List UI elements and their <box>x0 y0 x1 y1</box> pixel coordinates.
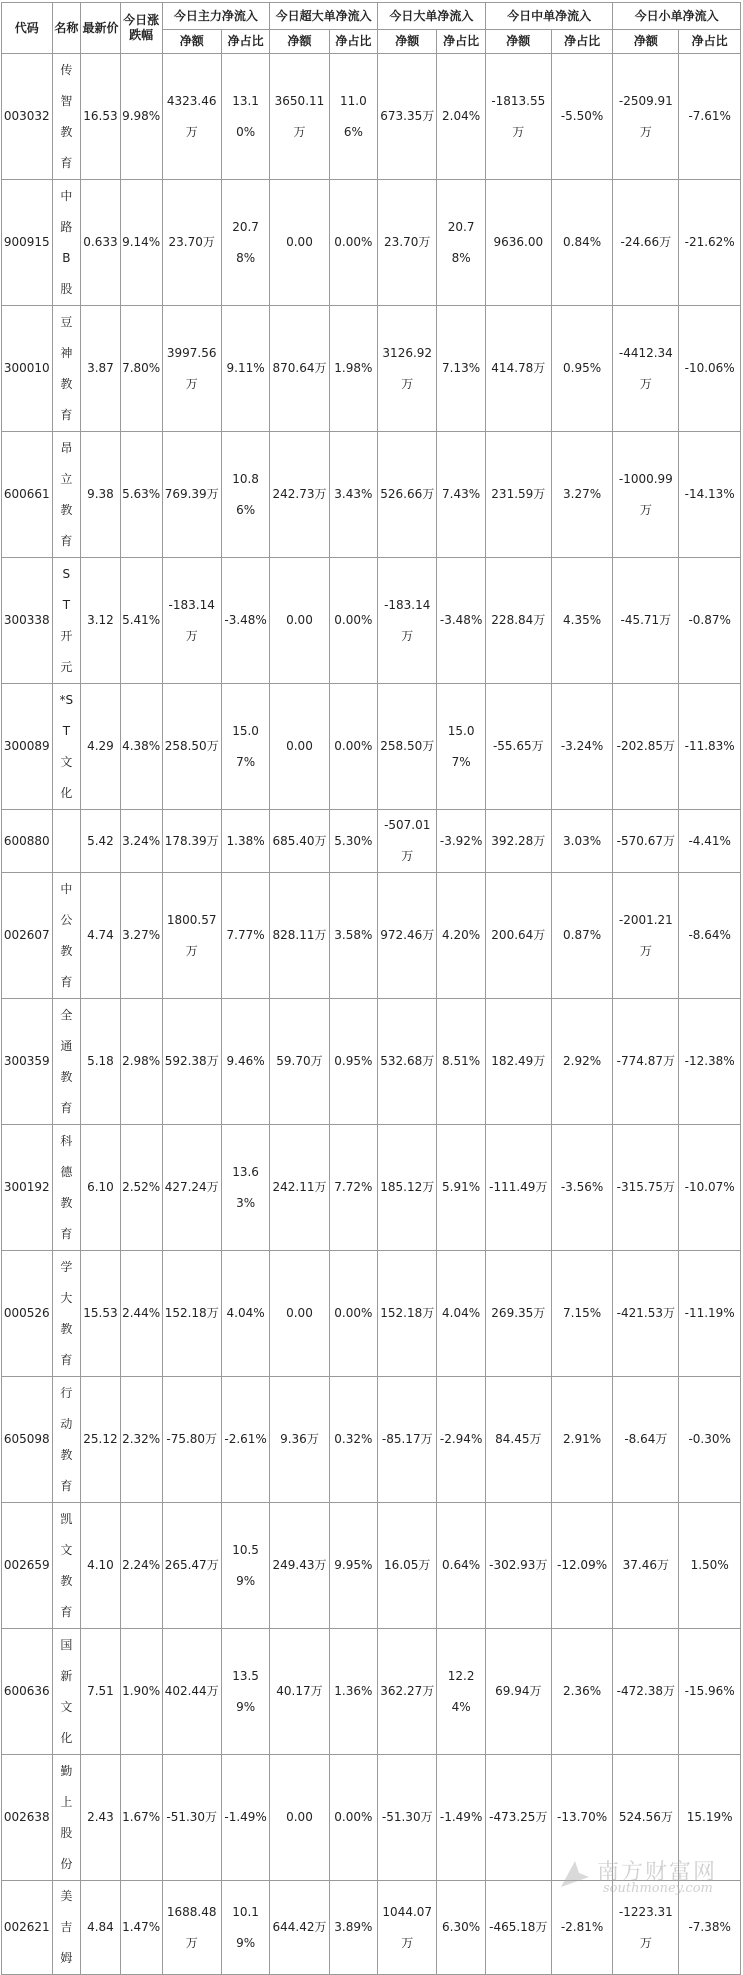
cell-change: 2.32% <box>120 1377 162 1503</box>
cell-super-ratio: 1.36% <box>329 1629 377 1755</box>
cell-price: 5.42 <box>81 810 121 873</box>
cell-super-net: 0.00 <box>270 180 329 306</box>
cell-medium-ratio: 0.95% <box>551 306 613 432</box>
header-code: 代码 <box>2 3 53 54</box>
stock-name-text: 美吉姆 <box>60 1889 73 1965</box>
subheader-net: 净额 <box>613 30 679 54</box>
cell-main-ratio: 10.86% <box>221 432 269 558</box>
table-row <box>2 810 741 873</box>
cell-large-net: 185.12万 <box>378 1125 437 1251</box>
cell-large-net: 23.70万 <box>378 180 437 306</box>
cell-small-net: 37.46万 <box>613 1503 679 1629</box>
cell-super-net: 3650.11万 <box>270 54 329 180</box>
cell-medium-net: 9636.00 <box>485 180 551 306</box>
cell-change: 2.44% <box>120 1251 162 1377</box>
cell-price: 3.87 <box>81 306 121 432</box>
cell-small-net: -570.67万 <box>613 810 679 873</box>
cell-large-ratio: 0.64% <box>437 1503 485 1629</box>
cell-main-net: 402.44万 <box>162 1629 221 1755</box>
cell-medium-ratio: -5.50% <box>551 54 613 180</box>
table-row <box>2 54 741 180</box>
cell-medium-net: 84.45万 <box>485 1377 551 1503</box>
stock-code: 300359 <box>2 999 53 1125</box>
cell-price: 7.51 <box>81 1629 121 1755</box>
stock-name <box>52 1251 81 1377</box>
cell-main-ratio: -3.48% <box>221 558 269 684</box>
stock-name-text: *ST文化 <box>59 692 74 800</box>
cell-large-net: -507.01万 <box>378 810 437 873</box>
cell-main-net: 178.39万 <box>162 810 221 873</box>
stock-name <box>52 873 81 999</box>
cell-main-net: 265.47万 <box>162 1503 221 1629</box>
cell-large-ratio: 4.04% <box>437 1251 485 1377</box>
table-row <box>2 558 741 684</box>
cell-large-ratio: 20.78% <box>437 180 485 306</box>
stock-name <box>52 1125 81 1251</box>
cell-super-ratio: 3.58% <box>329 873 377 999</box>
cell-price: 0.633 <box>81 180 121 306</box>
cell-super-ratio: 11.06% <box>329 54 377 180</box>
table-row <box>2 1125 741 1251</box>
cell-main-net: 4323.46万 <box>162 54 221 180</box>
cell-super-ratio: 0.95% <box>329 999 377 1125</box>
cell-medium-net: 228.84万 <box>485 558 551 684</box>
table-row <box>2 1881 741 1975</box>
cell-medium-net: -473.25万 <box>485 1755 551 1881</box>
cell-super-net: 828.11万 <box>270 873 329 999</box>
table-row <box>2 1629 741 1755</box>
cell-super-net: 870.64万 <box>270 306 329 432</box>
header-small-inflow: 今日小单净流入 <box>613 3 741 30</box>
header-large-inflow: 今日大单净流入 <box>378 3 486 30</box>
cell-change: 4.38% <box>120 684 162 810</box>
cell-small-net: 524.56万 <box>613 1755 679 1881</box>
stock-name <box>52 180 81 306</box>
cell-large-net: 152.18万 <box>378 1251 437 1377</box>
cell-small-ratio: -12.38% <box>679 999 741 1125</box>
cell-main-ratio: -1.49% <box>221 1755 269 1881</box>
cell-large-net: 972.46万 <box>378 873 437 999</box>
cell-small-ratio: -11.19% <box>679 1251 741 1377</box>
cell-price: 15.53 <box>81 1251 121 1377</box>
cell-super-ratio: 1.98% <box>329 306 377 432</box>
cell-medium-net: -55.65万 <box>485 684 551 810</box>
subheader-net: 净额 <box>162 30 221 54</box>
cell-change: 2.98% <box>120 999 162 1125</box>
stock-code: 900915 <box>2 180 53 306</box>
table-row <box>2 1503 741 1629</box>
cell-medium-net: 69.94万 <box>485 1629 551 1755</box>
cell-large-net: -85.17万 <box>378 1377 437 1503</box>
cell-change: 3.24% <box>120 810 162 873</box>
cell-medium-ratio: 4.35% <box>551 558 613 684</box>
table-row <box>2 1755 741 1881</box>
cell-small-net: -2509.91万 <box>613 54 679 180</box>
cell-large-ratio: 2.04% <box>437 54 485 180</box>
stock-name <box>52 1881 81 1975</box>
subheader-net: 净额 <box>270 30 329 54</box>
cell-main-ratio: 20.78% <box>221 180 269 306</box>
cell-super-ratio: 0.32% <box>329 1377 377 1503</box>
cell-super-net: 0.00 <box>270 1755 329 1881</box>
table-row <box>2 1377 741 1503</box>
cell-super-ratio: 3.43% <box>329 432 377 558</box>
cell-price: 4.29 <box>81 684 121 810</box>
cell-large-ratio: 12.24% <box>437 1629 485 1755</box>
cell-medium-ratio: -13.70% <box>551 1755 613 1881</box>
cell-small-net: -8.64万 <box>613 1377 679 1503</box>
subheader-net: 净额 <box>378 30 437 54</box>
subheader-ratio: 净占比 <box>551 30 613 54</box>
cell-main-net: 427.24万 <box>162 1125 221 1251</box>
cell-small-net: -421.53万 <box>613 1251 679 1377</box>
fund-flow-table <box>1 2 741 1975</box>
cell-main-net: 592.38万 <box>162 999 221 1125</box>
cell-change: 9.98% <box>120 54 162 180</box>
cell-super-net: 9.36万 <box>270 1377 329 1503</box>
cell-medium-net: 392.28万 <box>485 810 551 873</box>
cell-medium-ratio: 0.87% <box>551 873 613 999</box>
cell-small-ratio: -10.06% <box>679 306 741 432</box>
cell-main-net: 1688.48万 <box>162 1881 221 1975</box>
stock-code: 300010 <box>2 306 53 432</box>
cell-main-ratio: 10.59% <box>221 1503 269 1629</box>
cell-large-ratio: 7.43% <box>437 432 485 558</box>
cell-large-net: 362.27万 <box>378 1629 437 1755</box>
cell-medium-net: -111.49万 <box>485 1125 551 1251</box>
cell-super-net: 0.00 <box>270 684 329 810</box>
stock-name <box>52 306 81 432</box>
stock-code: 600636 <box>2 1629 53 1755</box>
cell-change: 1.67% <box>120 1755 162 1881</box>
cell-medium-ratio: 0.84% <box>551 180 613 306</box>
header-super-inflow: 今日超大单净流入 <box>270 3 378 30</box>
cell-large-ratio: 5.91% <box>437 1125 485 1251</box>
cell-main-net: 769.39万 <box>162 432 221 558</box>
stock-name-text: 全通教育 <box>60 1007 73 1115</box>
stock-name-text: 科德教育 <box>60 1133 73 1241</box>
stock-name-text: 中公教育 <box>60 881 73 989</box>
cell-large-ratio: -3.92% <box>437 810 485 873</box>
subheader-ratio: 净占比 <box>437 30 485 54</box>
table-row <box>2 873 741 999</box>
subheader-ratio: 净占比 <box>329 30 377 54</box>
cell-price: 4.10 <box>81 1503 121 1629</box>
stock-name <box>52 999 81 1125</box>
cell-main-ratio: -2.61% <box>221 1377 269 1503</box>
cell-super-net: 40.17万 <box>270 1629 329 1755</box>
cell-large-net: 3126.92万 <box>378 306 437 432</box>
cell-main-ratio: 1.38% <box>221 810 269 873</box>
watermark-url: southmoney.com <box>603 1881 713 1896</box>
cell-small-net: -1000.99万 <box>613 432 679 558</box>
cell-large-ratio: -2.94% <box>437 1377 485 1503</box>
cell-super-ratio: 7.72% <box>329 1125 377 1251</box>
cell-small-ratio: -11.83% <box>679 684 741 810</box>
cell-small-ratio: 1.50% <box>679 1503 741 1629</box>
cell-large-net: 258.50万 <box>378 684 437 810</box>
stock-name <box>52 54 81 180</box>
cell-main-net: -75.80万 <box>162 1377 221 1503</box>
cell-medium-ratio: 2.91% <box>551 1377 613 1503</box>
cell-super-net: 242.73万 <box>270 432 329 558</box>
table-row <box>2 180 741 306</box>
cell-small-ratio: -7.61% <box>679 54 741 180</box>
cell-medium-net: 200.64万 <box>485 873 551 999</box>
stock-code: 002659 <box>2 1503 53 1629</box>
cell-medium-ratio: 3.27% <box>551 432 613 558</box>
cell-small-ratio: -15.96% <box>679 1629 741 1755</box>
cell-super-net: 0.00 <box>270 1251 329 1377</box>
cell-medium-ratio: 2.92% <box>551 999 613 1125</box>
stock-code: 605098 <box>2 1377 53 1503</box>
cell-small-net: -472.38万 <box>613 1629 679 1755</box>
cell-small-ratio: -7.38% <box>679 1881 741 1975</box>
cell-small-ratio: -8.64% <box>679 873 741 999</box>
cell-medium-net: 231.59万 <box>485 432 551 558</box>
table-row <box>2 684 741 810</box>
cell-main-ratio: 4.04% <box>221 1251 269 1377</box>
stock-name-text: 昂立教育 <box>60 440 73 548</box>
cell-super-net: 685.40万 <box>270 810 329 873</box>
subheader-ratio: 净占比 <box>679 30 741 54</box>
stock-name <box>52 1377 81 1503</box>
cell-change: 7.80% <box>120 306 162 432</box>
subheader-ratio: 净占比 <box>221 30 269 54</box>
cell-small-ratio: -0.87% <box>679 558 741 684</box>
subheader-net: 净额 <box>485 30 551 54</box>
watermark-title: 南方财富网 <box>597 1860 718 1885</box>
cell-super-ratio: 5.30% <box>329 810 377 873</box>
cell-super-ratio: 0.00% <box>329 1251 377 1377</box>
header-main-inflow: 今日主力净流入 <box>162 3 270 30</box>
cell-main-net: 1800.57万 <box>162 873 221 999</box>
cell-change: 1.90% <box>120 1629 162 1755</box>
table-row <box>2 306 741 432</box>
header-change: 今日涨跌幅 <box>120 3 162 54</box>
cell-medium-ratio: -3.24% <box>551 684 613 810</box>
header-medium-inflow: 今日中单净流入 <box>485 3 613 30</box>
stock-code: 002621 <box>2 1881 53 1975</box>
header-price: 最新价 <box>81 3 121 54</box>
stock-name <box>52 684 81 810</box>
cell-large-ratio: 8.51% <box>437 999 485 1125</box>
stock-name-text: 传智教育 <box>60 62 73 170</box>
cell-super-net: 0.00 <box>270 558 329 684</box>
cell-medium-ratio: -2.81% <box>551 1881 613 1975</box>
stock-name-text: 凯文教育 <box>60 1511 73 1619</box>
cell-change: 1.47% <box>120 1881 162 1975</box>
stock-name <box>52 810 81 873</box>
stock-name-text: 豆神教育 <box>60 314 73 422</box>
cell-change: 2.52% <box>120 1125 162 1251</box>
stock-code: 600661 <box>2 432 53 558</box>
cell-price: 3.12 <box>81 558 121 684</box>
cell-medium-ratio: 7.15% <box>551 1251 613 1377</box>
cell-small-ratio: -0.30% <box>679 1377 741 1503</box>
cell-main-ratio: 9.11% <box>221 306 269 432</box>
cell-small-net: -45.71万 <box>613 558 679 684</box>
stock-name-text: 中路B股 <box>60 188 73 296</box>
cell-small-ratio: -14.13% <box>679 432 741 558</box>
cell-price: 4.84 <box>81 1881 121 1975</box>
cell-main-net: 258.50万 <box>162 684 221 810</box>
cell-main-net: -51.30万 <box>162 1755 221 1881</box>
cell-medium-ratio: -12.09% <box>551 1503 613 1629</box>
cell-small-net: -2001.21万 <box>613 873 679 999</box>
cell-change: 5.63% <box>120 432 162 558</box>
table-row <box>2 432 741 558</box>
stock-name <box>52 1503 81 1629</box>
cell-main-ratio: 13.10% <box>221 54 269 180</box>
table-row <box>2 999 741 1125</box>
stock-name <box>52 558 81 684</box>
cell-price: 2.43 <box>81 1755 121 1881</box>
cell-change: 2.24% <box>120 1503 162 1629</box>
cell-main-net: 23.70万 <box>162 180 221 306</box>
cell-large-net: -51.30万 <box>378 1755 437 1881</box>
cell-main-ratio: 10.19% <box>221 1881 269 1975</box>
cell-price: 6.10 <box>81 1125 121 1251</box>
stock-name <box>52 1755 81 1881</box>
cell-super-ratio: 0.00% <box>329 1755 377 1881</box>
cell-price: 4.74 <box>81 873 121 999</box>
stock-code: 000526 <box>2 1251 53 1377</box>
cell-large-ratio: 7.13% <box>437 306 485 432</box>
cell-small-ratio: -10.07% <box>679 1125 741 1251</box>
cell-change: 9.14% <box>120 180 162 306</box>
cell-main-ratio: 7.77% <box>221 873 269 999</box>
stock-code: 003032 <box>2 54 53 180</box>
cell-large-net: 16.05万 <box>378 1503 437 1629</box>
stock-name-text: 学大教育 <box>60 1259 73 1367</box>
stock-name-text: 行动教育 <box>60 1385 73 1493</box>
cell-large-net: 526.66万 <box>378 432 437 558</box>
cell-small-net: -4412.34万 <box>613 306 679 432</box>
cell-small-net: -24.66万 <box>613 180 679 306</box>
cell-medium-ratio: 3.03% <box>551 810 613 873</box>
stock-code: 300089 <box>2 684 53 810</box>
stock-name <box>52 1629 81 1755</box>
cell-large-ratio: -1.49% <box>437 1755 485 1881</box>
cell-medium-net: 269.35万 <box>485 1251 551 1377</box>
cell-main-ratio: 9.46% <box>221 999 269 1125</box>
cell-small-net: -315.75万 <box>613 1125 679 1251</box>
table-body <box>2 54 741 1975</box>
cell-medium-ratio: 2.36% <box>551 1629 613 1755</box>
cell-super-ratio: 0.00% <box>329 558 377 684</box>
stock-code: 002607 <box>2 873 53 999</box>
cell-price: 25.12 <box>81 1377 121 1503</box>
header-name: 名称 <box>52 3 81 54</box>
cell-super-ratio: 0.00% <box>329 684 377 810</box>
cell-medium-net: -1813.55万 <box>485 54 551 180</box>
cell-super-ratio: 9.95% <box>329 1503 377 1629</box>
stock-name-text: 国新文化 <box>60 1637 73 1745</box>
cell-large-ratio: -3.48% <box>437 558 485 684</box>
cell-small-net: -202.85万 <box>613 684 679 810</box>
cell-super-net: 242.11万 <box>270 1125 329 1251</box>
cell-price: 9.38 <box>81 432 121 558</box>
stock-code: 600880 <box>2 810 53 873</box>
cell-large-net: 673.35万 <box>378 54 437 180</box>
cell-super-net: 644.42万 <box>270 1881 329 1975</box>
stock-name-text: ST开元 <box>60 566 73 674</box>
cell-medium-net: -302.93万 <box>485 1503 551 1629</box>
cell-main-ratio: 15.07% <box>221 684 269 810</box>
cell-large-ratio: 6.30% <box>437 1881 485 1975</box>
cell-main-net: 152.18万 <box>162 1251 221 1377</box>
cell-main-net: 3997.56万 <box>162 306 221 432</box>
stock-name <box>52 432 81 558</box>
stock-code: 002638 <box>2 1755 53 1881</box>
cell-medium-net: 414.78万 <box>485 306 551 432</box>
cell-price: 16.53 <box>81 54 121 180</box>
cell-super-net: 249.43万 <box>270 1503 329 1629</box>
cell-main-ratio: 13.63% <box>221 1125 269 1251</box>
stock-code: 300338 <box>2 558 53 684</box>
table-row <box>2 1251 741 1377</box>
cell-small-ratio: -4.41% <box>679 810 741 873</box>
cell-change: 3.27% <box>120 873 162 999</box>
cell-medium-ratio: -3.56% <box>551 1125 613 1251</box>
cell-super-ratio: 0.00% <box>329 180 377 306</box>
cell-large-net: -183.14万 <box>378 558 437 684</box>
cell-main-net: -183.14万 <box>162 558 221 684</box>
cell-medium-net: 182.49万 <box>485 999 551 1125</box>
stock-name-text: 勤上股份 <box>60 1763 73 1871</box>
cell-medium-net: -465.18万 <box>485 1881 551 1975</box>
cell-price: 5.18 <box>81 999 121 1125</box>
cell-change: 5.41% <box>120 558 162 684</box>
cell-large-net: 1044.07万 <box>378 1881 437 1975</box>
cell-large-ratio: 15.07% <box>437 684 485 810</box>
cell-small-net: -1223.31万 <box>613 1881 679 1975</box>
cell-super-ratio: 3.89% <box>329 1881 377 1975</box>
stock-code: 300192 <box>2 1125 53 1251</box>
cell-small-net: -774.87万 <box>613 999 679 1125</box>
cell-super-net: 59.70万 <box>270 999 329 1125</box>
cell-large-net: 532.68万 <box>378 999 437 1125</box>
cell-large-ratio: 4.20% <box>437 873 485 999</box>
cell-small-ratio: -21.62% <box>679 180 741 306</box>
cell-main-ratio: 13.59% <box>221 1629 269 1755</box>
cell-small-ratio: 15.19% <box>679 1755 741 1881</box>
